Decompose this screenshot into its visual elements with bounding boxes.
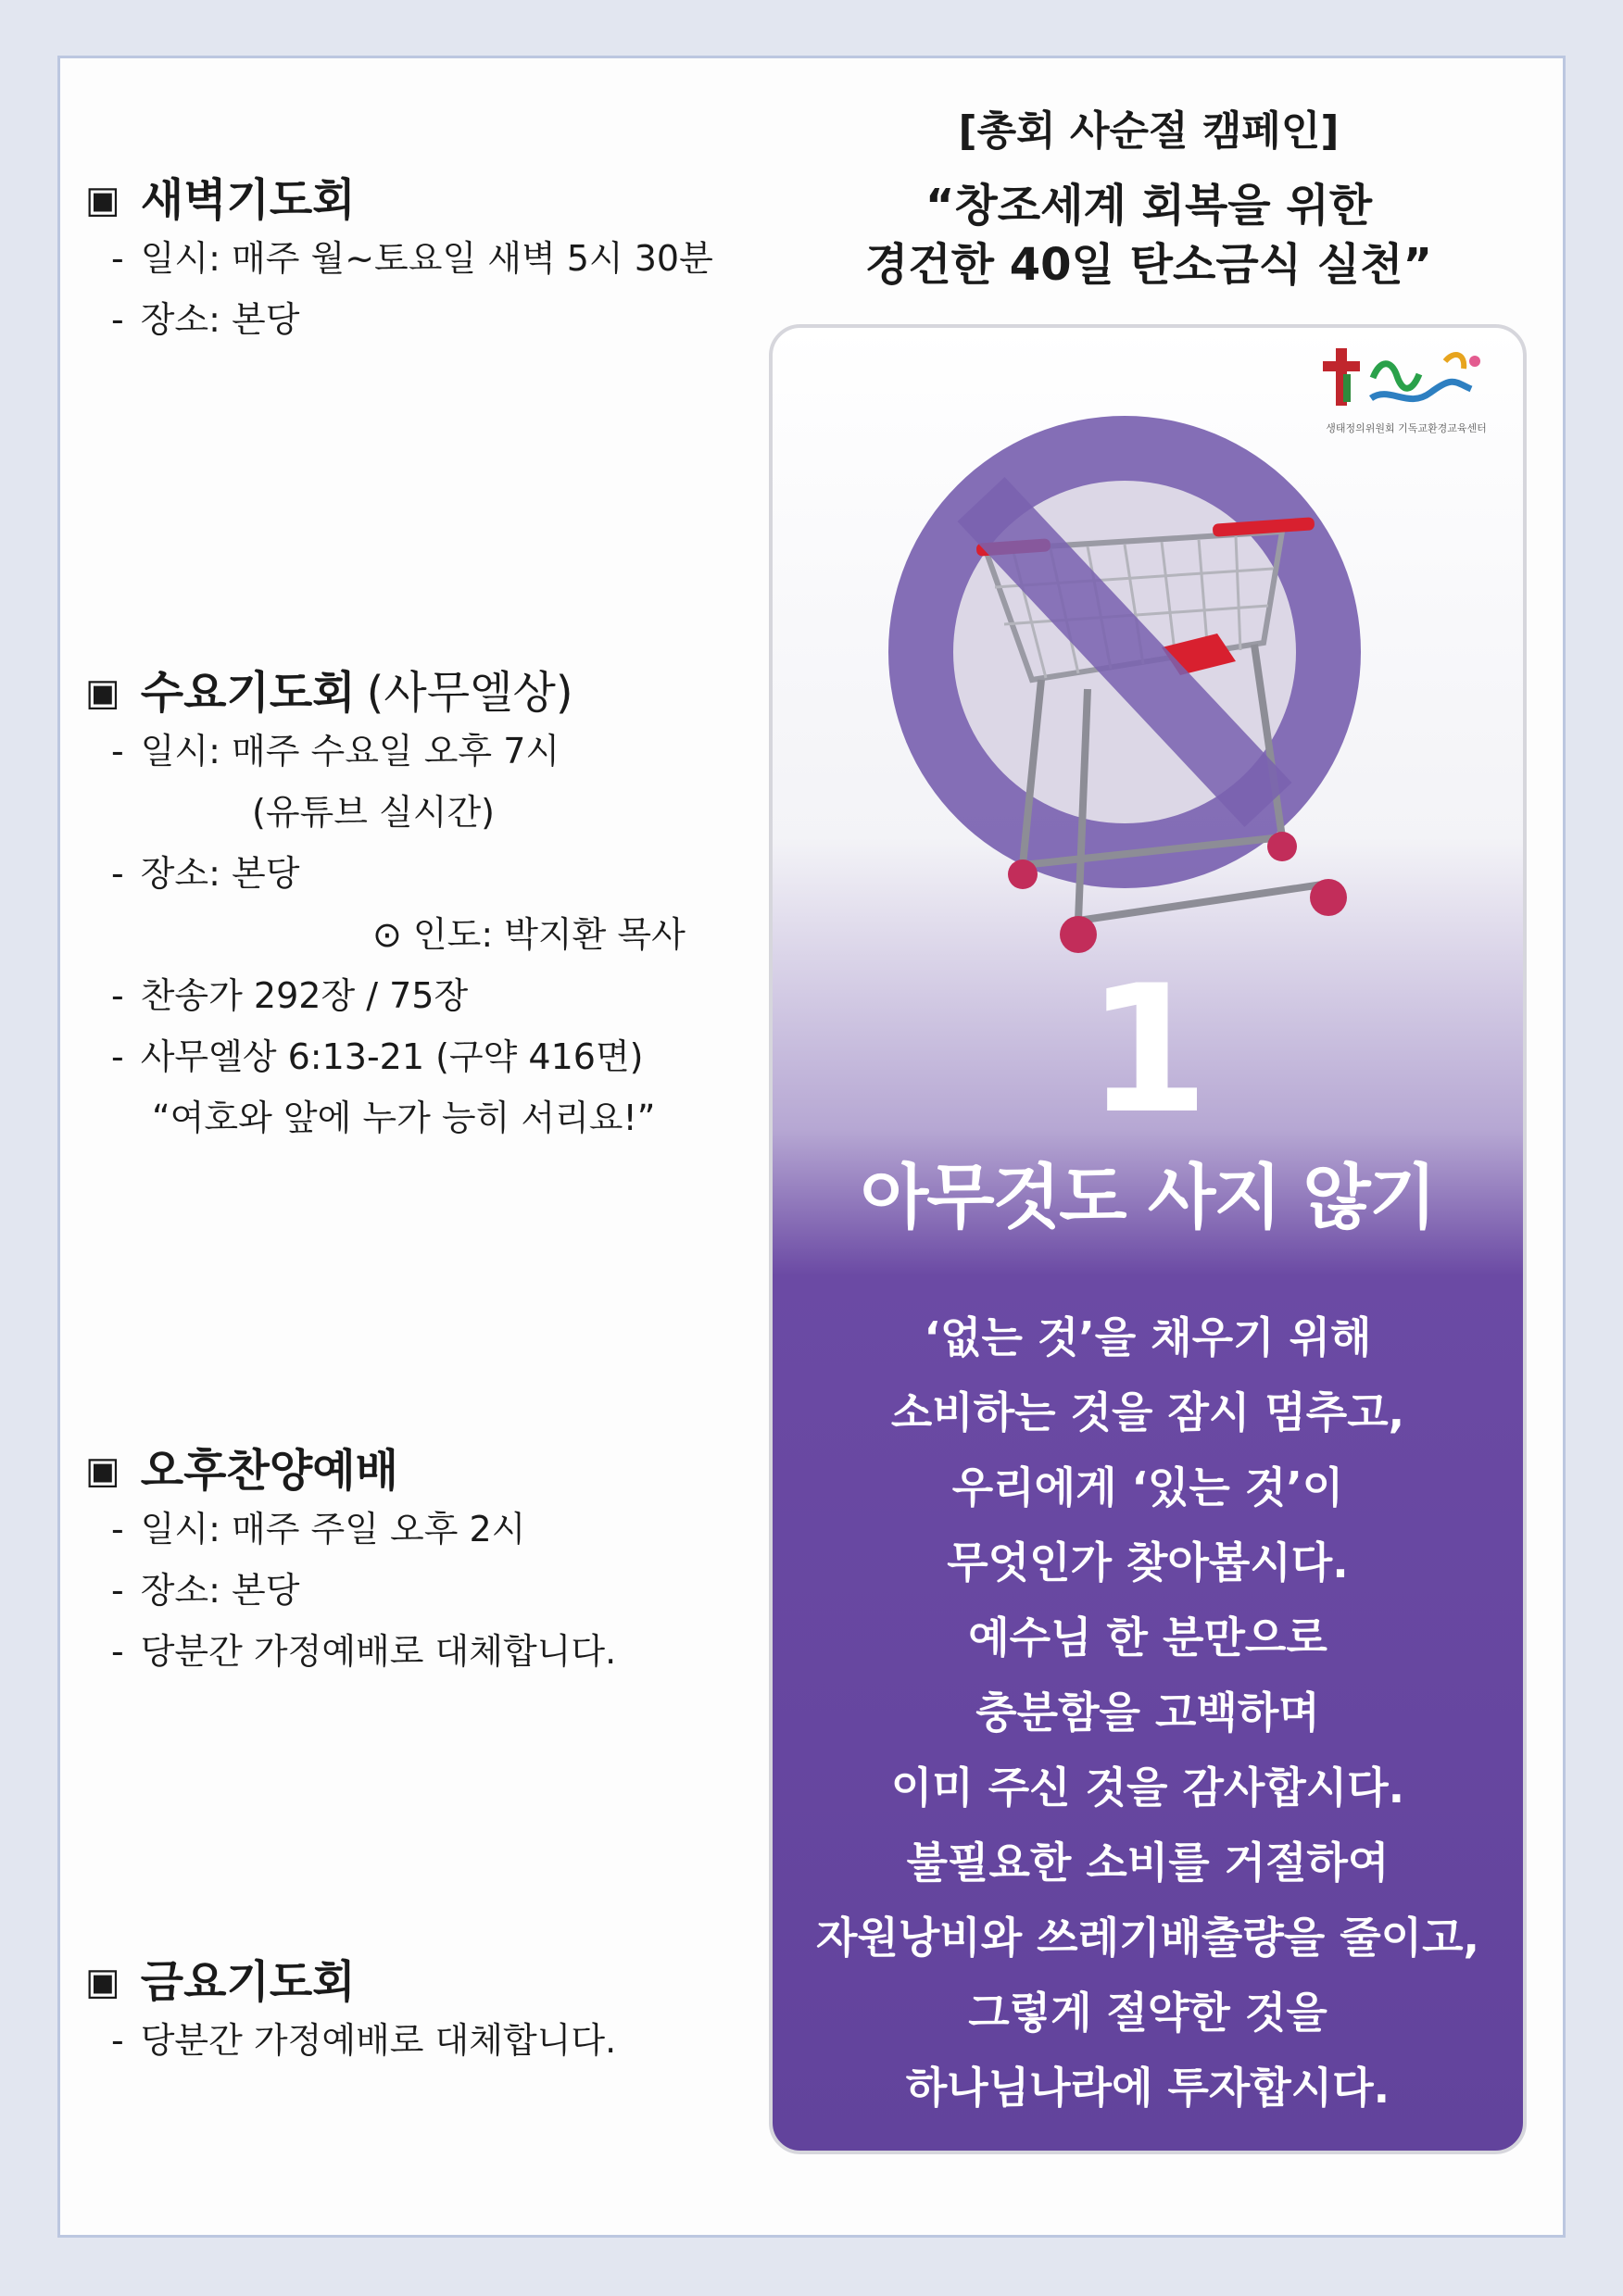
campaign-title: 아무것도 사지 않기 — [860, 1156, 1436, 1238]
section-title-suffix: (사무엘상) — [366, 667, 573, 719]
time-text: 일시: 매주 수요일 오후 7시 — [140, 731, 560, 772]
leader-line: ⊙ 인도: 박지환 목사 — [372, 914, 686, 955]
section-title-text: 금요기도회 — [140, 1956, 356, 2008]
section-title — [85, 665, 686, 721]
message-line: 소비하는 것을 잠시 멈추고, — [890, 1387, 1405, 1437]
square-bullet-icon: ▣ — [85, 1449, 120, 1492]
scripture-line — [85, 1026, 686, 1087]
scripture-text: 사무엘상 6:13-21 (구약 416면) — [140, 1036, 644, 1077]
square-bullet-icon: ▣ — [85, 671, 120, 714]
section-friday-prayer — [85, 1954, 616, 2071]
place-text: 장소: 본당 — [140, 299, 300, 340]
campaign-headline-1: “창조세계 회복을 위한 — [925, 180, 1373, 232]
message-line: 자원낭비와 쓰레기배출량을 줄이고, — [815, 1913, 1480, 1963]
dash: - — [111, 238, 124, 279]
place-text: 장소: 본당 — [140, 853, 300, 894]
dash: - — [111, 853, 124, 894]
note-text: 당분간 가정예배로 대체합니다. — [140, 1631, 617, 1672]
square-bullet-icon: ▣ — [85, 179, 120, 221]
place-line — [85, 843, 686, 904]
section-title-text: 수요기도회 — [140, 667, 356, 719]
time-line — [85, 228, 713, 289]
campaign-header — [815, 104, 1482, 295]
dash: - — [111, 975, 124, 1016]
campaign-number: 1 — [1086, 947, 1210, 1152]
square-bullet-icon: ▣ — [85, 1961, 120, 2003]
section-title — [85, 1954, 616, 2010]
dash: - — [111, 1509, 124, 1549]
campaign-tag: [총회 사순절 캠페인] — [958, 107, 1340, 155]
campaign-card — [769, 324, 1527, 2154]
campaign-headline-2: 경건한 40일 탄소금식 실천” — [864, 239, 1433, 291]
place-line — [85, 1560, 616, 1621]
time-line — [85, 721, 686, 782]
message-line: ‘없는 것’을 채우기 위해 — [924, 1312, 1372, 1362]
dash: - — [111, 2020, 124, 2061]
note-line — [85, 2010, 616, 2071]
time-text: 일시: 매주 주일 오후 2시 — [140, 1509, 526, 1549]
logo-caption: 생태정의위원회 기독교환경교육센터 — [1326, 422, 1487, 434]
section-title-text: 새벽기도회 — [140, 174, 356, 226]
section-title-text: 오후찬양예배 — [140, 1445, 399, 1497]
campaign-message — [773, 1300, 1523, 2126]
place-line — [85, 289, 713, 350]
message-line: 우리에게 ‘있는 것’이 — [951, 1462, 1344, 1512]
no-shopping-cart-graphic — [847, 402, 1440, 995]
section-title — [85, 1443, 616, 1499]
note-text: 당분간 가정예배로 대체합니다. — [140, 2020, 617, 2061]
message-line: 하나님나라에 투자합시다. — [905, 2063, 1390, 2113]
message-line: 그렇게 절약한 것을 — [968, 1988, 1327, 2038]
time-line — [85, 1499, 616, 1560]
message-line: 불필요한 소비를 거절하여 — [906, 1838, 1390, 1888]
place-text: 장소: 본당 — [140, 1570, 300, 1611]
dash: - — [111, 299, 124, 340]
hymn-text: 찬송가 292장 / 75장 — [140, 975, 469, 1016]
section-afternoon-worship — [85, 1443, 616, 1682]
scripture-quote: “여호와 앞에 누가 능히 서리요!” — [152, 1098, 656, 1138]
hymn-line — [85, 965, 686, 1026]
message-line: 이미 주신 것을 감사합시다. — [890, 1763, 1405, 1813]
dash: - — [111, 1631, 124, 1672]
section-wednesday-prayer — [85, 665, 686, 1148]
section-title — [85, 172, 713, 228]
message-line: 예수님 한 분만으로 — [968, 1612, 1327, 1662]
dash: - — [111, 1036, 124, 1077]
dash: - — [111, 1570, 124, 1611]
message-line: 무엇인가 찾아봅시다. — [947, 1537, 1349, 1587]
message-line: 충분함을 고백하며 — [975, 1687, 1320, 1738]
time-text: 일시: 매주 월~토요일 새벽 5시 30분 — [140, 238, 713, 279]
time-note: (유튜브 실시간) — [252, 792, 495, 833]
note-line — [85, 1621, 616, 1682]
dash: - — [111, 731, 124, 772]
section-dawn-prayer — [85, 172, 713, 350]
